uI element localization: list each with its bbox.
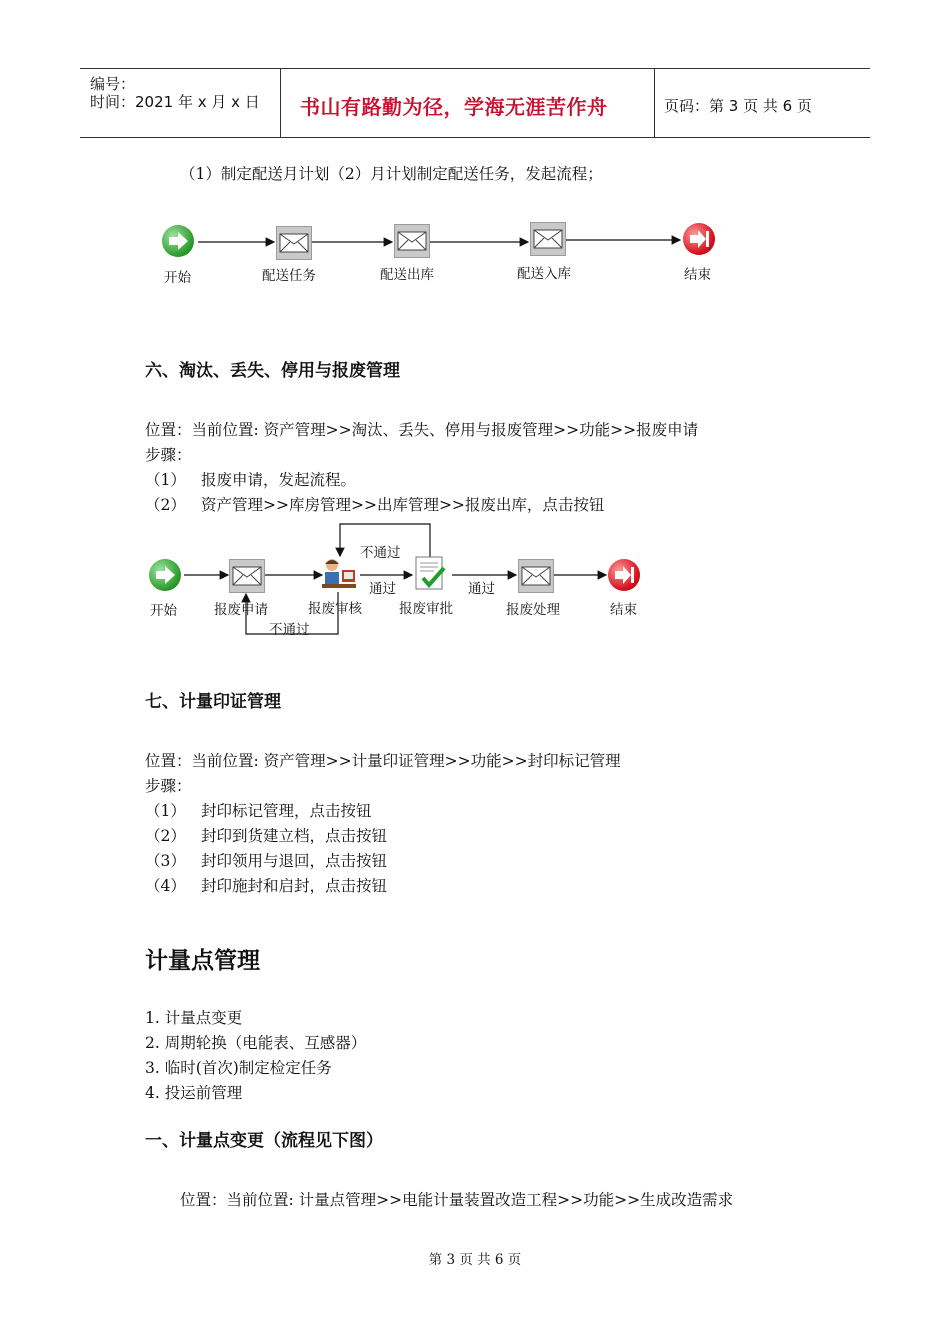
envelope-icon: [530, 222, 566, 256]
start-icon: [149, 559, 181, 591]
step-number: （4）: [145, 877, 186, 895]
flow-node-label: 配送入库: [517, 266, 571, 282]
flow-node-label: 报废审核: [308, 601, 362, 617]
flow-arrows: [140, 212, 760, 292]
list-item: 4. 投运前管理: [145, 1084, 243, 1102]
intro-line: （1）制定配送月计划（2）月计划制定配送任务，发起流程；: [180, 165, 603, 183]
flow-diagram-delivery: [140, 212, 760, 292]
step-text: 资产管理>>库房管理>>出库管理>>报废出库，点击按钮: [201, 496, 605, 514]
page-indicator: 页码：第 3 页 共 6 页: [664, 97, 812, 115]
flow-arrows: [140, 520, 660, 640]
flow-node-label: 结束: [684, 267, 711, 283]
page-header: [80, 68, 870, 138]
section-heading: 七、计量印证管理: [145, 692, 281, 712]
doc-number: 编号：: [90, 75, 136, 93]
envelope-icon: [518, 559, 554, 593]
end-icon: [608, 559, 640, 591]
steps-label: 步骤：: [145, 777, 192, 795]
step-number: （2）: [145, 827, 186, 845]
flow-node-label: 配送出库: [380, 267, 434, 283]
edge-label-reject: 不通过: [269, 622, 310, 638]
edge-label-pass: 通过: [468, 581, 495, 597]
chapter-title: 计量点管理: [145, 948, 260, 974]
section-heading: 一、计量点变更（流程见下图）: [145, 1131, 383, 1151]
header-divider: [654, 69, 655, 137]
start-icon: [162, 225, 194, 257]
steps-label: 步骤：: [145, 446, 192, 464]
list-item: 3. 临时(首次)制定检定任务: [145, 1059, 332, 1077]
envelope-icon: [276, 226, 312, 260]
step-number: （1）: [145, 802, 186, 820]
edge-label-pass: 通过: [369, 581, 396, 597]
header-divider: [280, 69, 281, 137]
step-text: 报废申请，发起流程。: [201, 471, 357, 489]
reviewer-icon: [322, 556, 358, 592]
step-text: 封印标记管理，点击按钮: [201, 802, 372, 820]
edge-label-reject: 不通过: [360, 545, 401, 561]
header-motto: 书山有路勤为径，学海无涯苦作舟: [300, 95, 608, 119]
location-path: 位置：当前位置: 资产管理>>淘汰、丢失、停用与报废管理>>功能>>报废申请: [145, 421, 699, 439]
location-path: 位置：当前位置: 资产管理>>计量印证管理>>功能>>封印标记管理: [145, 752, 621, 770]
flow-node-label: 结束: [610, 602, 637, 618]
approval-icon: [414, 556, 448, 592]
step-number: （3）: [145, 852, 186, 870]
envelope-icon: [229, 559, 265, 593]
flow-node-label: 开始: [150, 603, 177, 619]
list-item: 1. 计量点变更: [145, 1009, 243, 1027]
end-icon: [683, 223, 715, 255]
flow-node-label: 开始: [164, 270, 191, 286]
list-item: 2. 周期轮换（电能表、互感器）: [145, 1034, 367, 1052]
flow-node-label: 报废审批: [399, 601, 453, 617]
doc-date: 时间：2021 年 x 月 x 日: [90, 93, 260, 111]
envelope-icon: [394, 224, 430, 258]
flow-node-label: 配送任务: [262, 268, 316, 284]
page-footer: 第 3 页 共 6 页: [428, 1252, 522, 1268]
flow-node-label: 报废申请: [214, 602, 268, 618]
section-heading: 六、淘汰、丢失、停用与报废管理: [145, 361, 400, 381]
location-path: 位置：当前位置: 计量点管理>>电能计量装置改造工程>>功能>>生成改造需求: [180, 1191, 734, 1209]
step-number: （2）: [145, 496, 186, 514]
step-text: 封印到货建立档，点击按钮: [201, 827, 388, 845]
step-text: 封印施封和启封，点击按钮: [201, 877, 388, 895]
step-text: 封印领用与退回，点击按钮: [201, 852, 388, 870]
flow-diagram-scrap: [140, 520, 660, 640]
step-number: （1）: [145, 471, 186, 489]
flow-node-label: 报废处理: [506, 602, 560, 618]
